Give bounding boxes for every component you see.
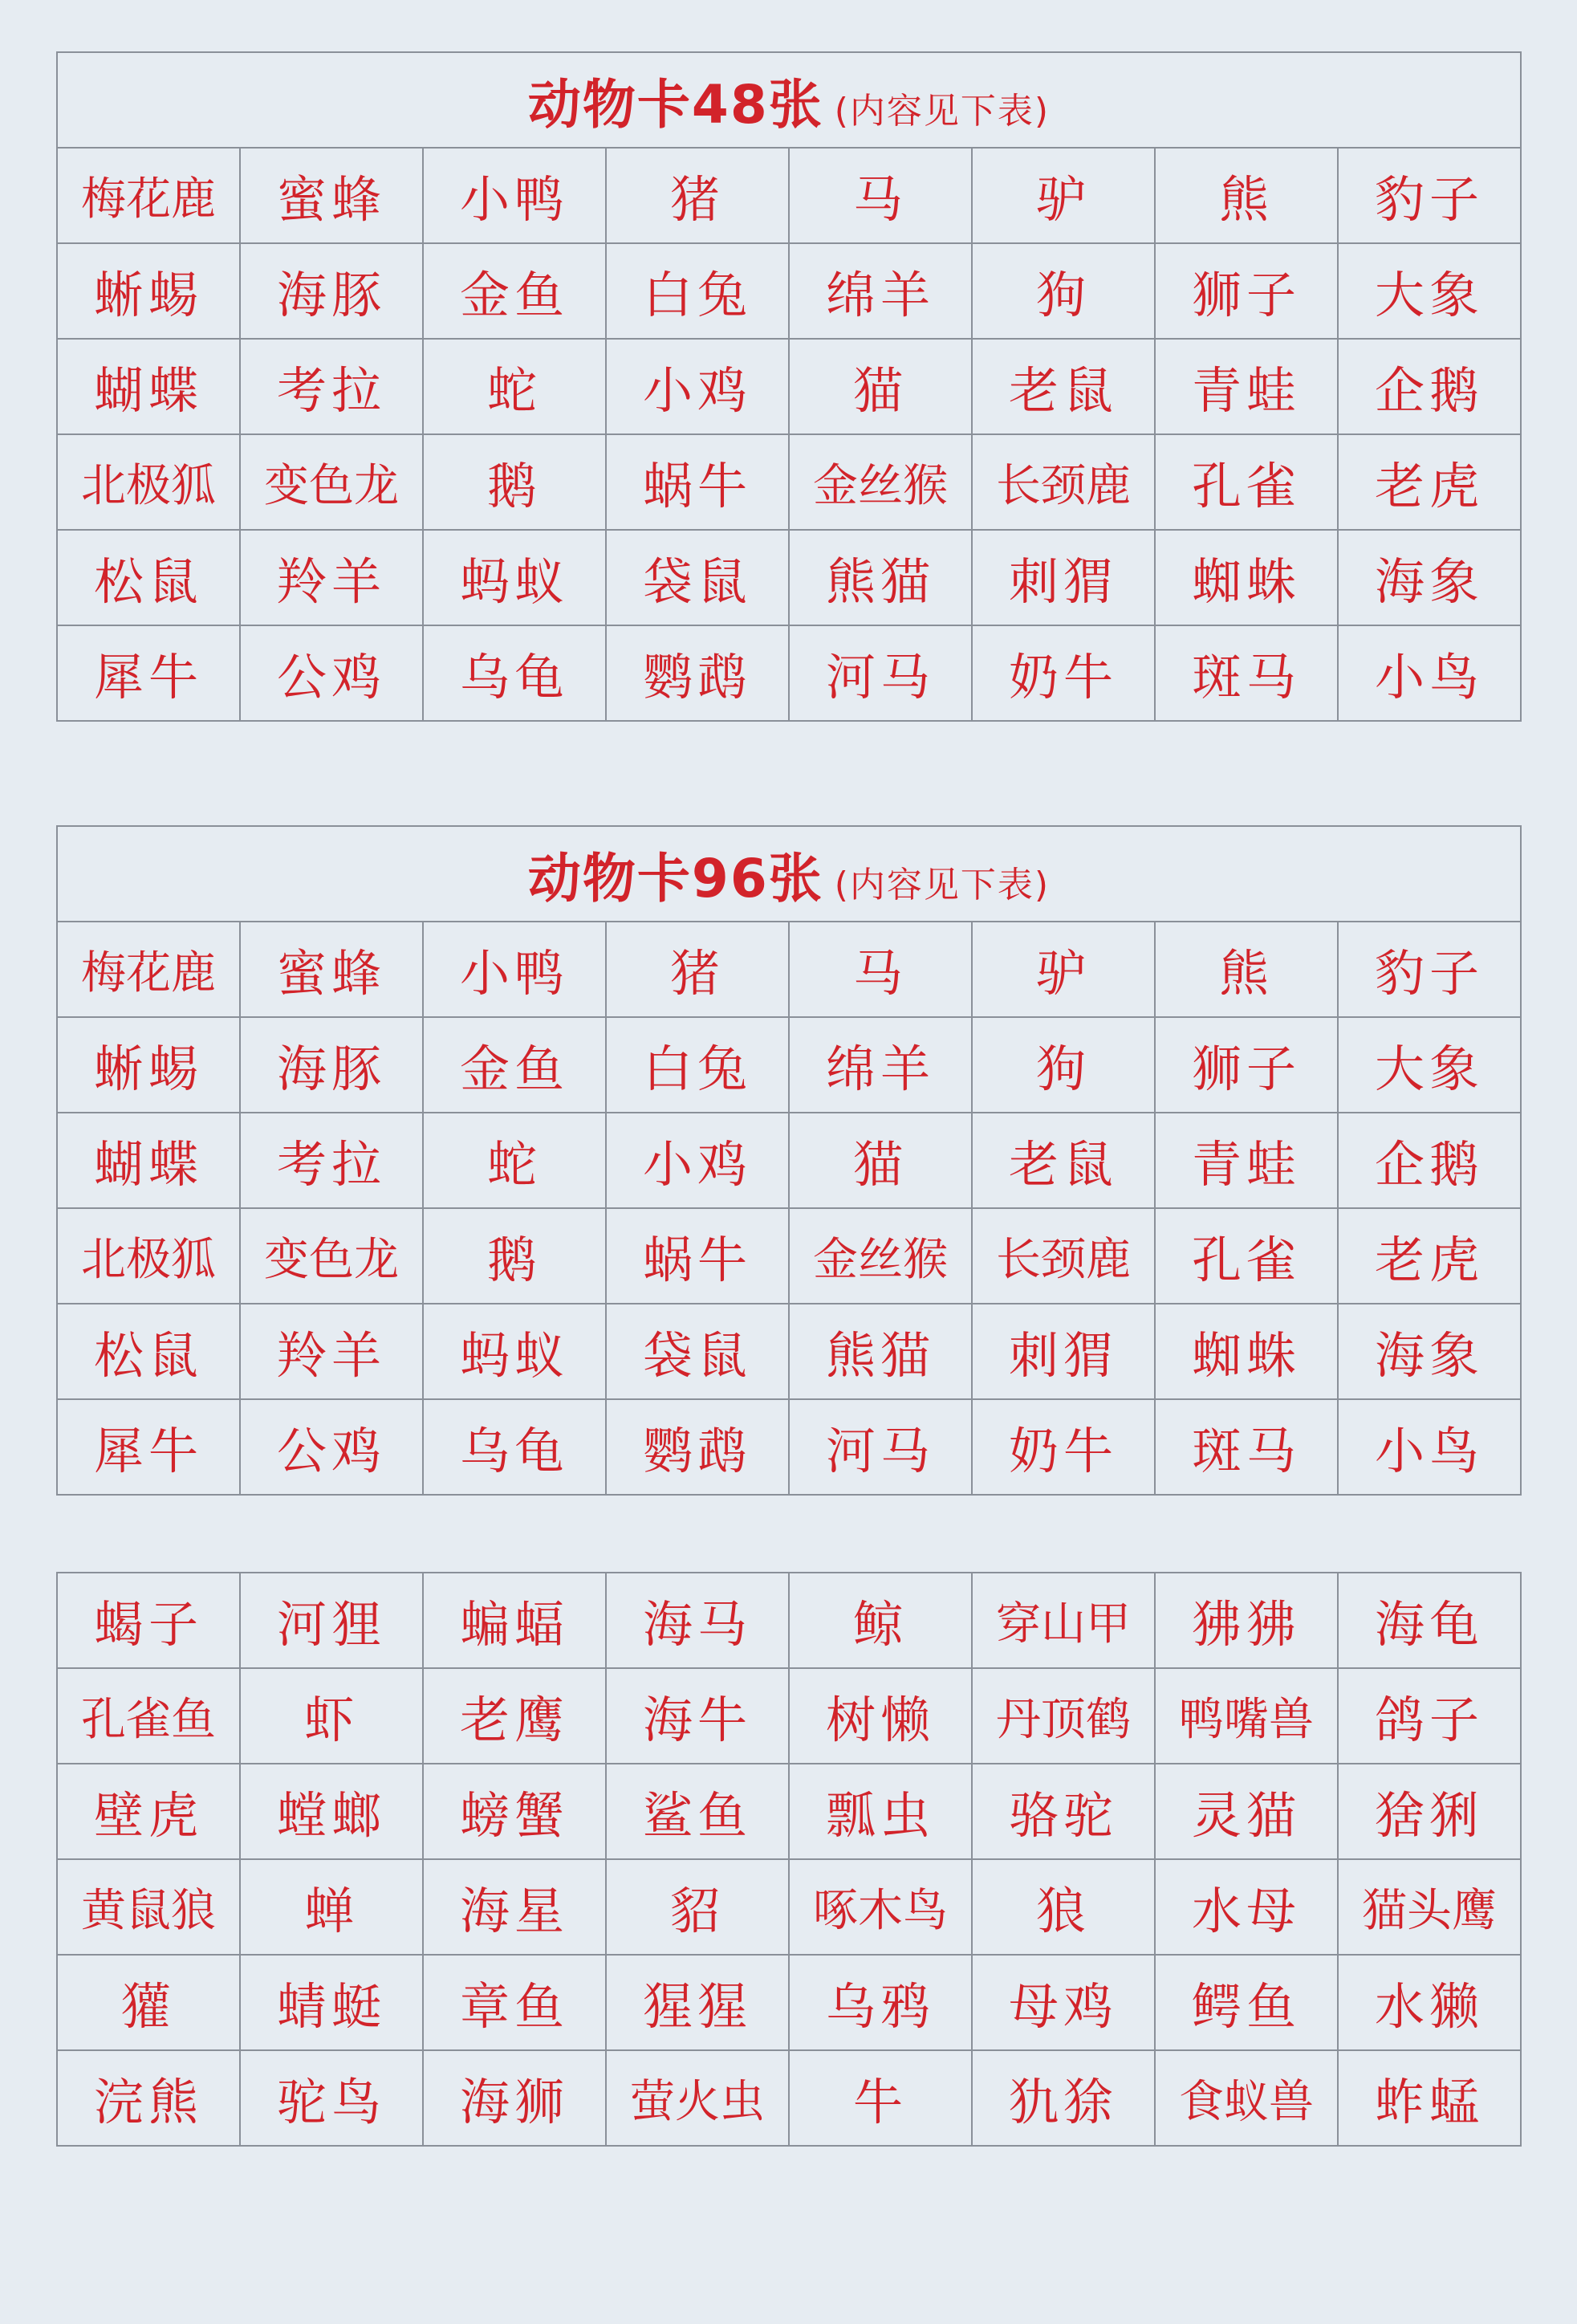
animal-cell: 公鸡 [240,1399,423,1495]
animal-cell: 金鱼 [423,243,606,339]
animal-cell: 斑马 [1155,625,1338,721]
animal-cell: 海星 [423,1859,606,1955]
animal-cell: 蝴蝶 [57,1113,240,1208]
animal-cell: 狮子 [1155,1017,1338,1113]
animal-cell: 狗 [972,1017,1155,1113]
animal-cell: 蜜蜂 [240,148,423,243]
animal-cell: 灵猫 [1155,1764,1338,1859]
animal-cell: 羚羊 [240,530,423,625]
animal-cell: 白兔 [606,1017,789,1113]
animal-cell: 虾 [240,1668,423,1764]
table-row [57,1304,1521,1399]
animal-cell: 北极狐 [57,1208,240,1304]
table-subtitle: (内容见下表) [834,865,1051,906]
animal-cell: 驴 [972,922,1155,1017]
animal-cell: 老鼠 [972,1113,1155,1208]
animal-cell: 变色龙 [240,1208,423,1304]
animal-cell: 蝴蝶 [57,339,240,434]
table-row [57,625,1521,721]
animal-cell: 海象 [1338,1304,1521,1399]
table-title: 动物卡96张 [527,848,823,910]
animal-cell: 鹅 [423,1208,606,1304]
table-title-cell [57,826,1521,922]
animal-cell: 猪 [606,148,789,243]
animal-cell: 海象 [1338,530,1521,625]
animal-card-48-table [56,51,1522,722]
animal-cell: 穿山甲 [972,1573,1155,1668]
animal-cell: 螃蟹 [423,1764,606,1859]
animal-cell: 鸽子 [1338,1668,1521,1764]
animal-cell: 母鸡 [972,1955,1155,2050]
animal-cell: 乌鸦 [789,1955,972,2050]
animal-cell: 豹子 [1338,148,1521,243]
animal-cell: 乌龟 [423,625,606,721]
animal-cell: 鸭嘴兽 [1155,1668,1338,1764]
animal-cell: 蛇 [423,1113,606,1208]
animal-cell: 蜥蜴 [57,1017,240,1113]
animal-cell: 蝎子 [57,1573,240,1668]
animal-cell: 北极狐 [57,434,240,530]
animal-cell: 猪 [606,922,789,1017]
animal-cell: 小鸡 [606,339,789,434]
animal-cell: 牛 [789,2050,972,2146]
animal-cell: 猫 [789,1113,972,1208]
animal-cell: 食蚁兽 [1155,2050,1338,2146]
animal-cell: 驴 [972,148,1155,243]
animal-cell: 河马 [789,1399,972,1495]
table-row [57,1764,1521,1859]
animal-cell: 白兔 [606,243,789,339]
animal-cell: 狮子 [1155,243,1338,339]
animal-cell: 蚂蚁 [423,530,606,625]
animal-cell: 松鼠 [57,1304,240,1399]
animal-cell: 绵羊 [789,243,972,339]
animal-cell: 蜗牛 [606,1208,789,1304]
animal-cell: 松鼠 [57,530,240,625]
animal-cell: 马 [789,148,972,243]
animal-cell: 乌龟 [423,1399,606,1495]
animal-cell: 狗 [972,243,1155,339]
animal-cell: 蜗牛 [606,434,789,530]
table-title: 动物卡48张 [527,74,823,136]
animal-cell: 海马 [606,1573,789,1668]
table-row [57,1113,1521,1208]
animal-cell: 海狮 [423,2050,606,2146]
animal-cell: 刺猬 [972,1304,1155,1399]
animal-cell: 奶牛 [972,625,1155,721]
animal-cell: 海豚 [240,243,423,339]
animal-cell: 海龟 [1338,1573,1521,1668]
animal-cell: 大象 [1338,243,1521,339]
animal-cell: 小鸭 [423,148,606,243]
animal-cell: 犰狳 [972,2050,1155,2146]
animal-cell: 鳄鱼 [1155,1955,1338,2050]
table-row [57,922,1521,1017]
animal-cell: 蜘蛛 [1155,530,1338,625]
animal-cell: 刺猬 [972,530,1155,625]
animal-cell: 老鹰 [423,1668,606,1764]
animal-cell: 狼 [972,1859,1155,1955]
animal-cell: 貂 [606,1859,789,1955]
animal-cell: 老鼠 [972,339,1155,434]
animal-cell: 长颈鹿 [972,1208,1155,1304]
animal-cell: 水母 [1155,1859,1338,1955]
animal-cell: 小鸡 [606,1113,789,1208]
table-row [57,1017,1521,1113]
animal-cell: 青蛙 [1155,339,1338,434]
animal-cell: 丹顶鹤 [972,1668,1155,1764]
animal-cell: 金丝猴 [789,1208,972,1304]
animal-cell: 壁虎 [57,1764,240,1859]
animal-cell: 金丝猴 [789,434,972,530]
table-subtitle: (内容见下表) [834,91,1051,132]
animal-cell: 熊猫 [789,1304,972,1399]
animal-cell: 河狸 [240,1573,423,1668]
table-row [57,1955,1521,2050]
animal-cell: 梅花鹿 [57,148,240,243]
animal-cell: 奶牛 [972,1399,1155,1495]
animal-cell: 豹子 [1338,922,1521,1017]
animal-cell: 袋鼠 [606,530,789,625]
animal-cell: 蜥蜴 [57,243,240,339]
animal-cell: 梅花鹿 [57,922,240,1017]
animal-cell: 青蛙 [1155,1113,1338,1208]
table-row [57,530,1521,625]
animal-cell: 海豚 [240,1017,423,1113]
animal-cell: 犀牛 [57,1399,240,1495]
animal-cell: 蚱蜢 [1338,2050,1521,2146]
animal-cell: 孔雀 [1155,1208,1338,1304]
animal-cell: 羚羊 [240,1304,423,1399]
animal-cell: 考拉 [240,339,423,434]
animal-cell: 企鹅 [1338,1113,1521,1208]
animal-cell: 大象 [1338,1017,1521,1113]
table-title-cell [57,52,1521,148]
animal-cell: 蛇 [423,339,606,434]
animal-cell: 犀牛 [57,625,240,721]
table-row [57,1208,1521,1304]
animal-cell: 蝉 [240,1859,423,1955]
animal-cell: 小鸟 [1338,625,1521,721]
animal-cell: 袋鼠 [606,1304,789,1399]
table-row [57,1859,1521,1955]
animal-card-96-extra-table [56,1572,1522,2147]
animal-cell: 章鱼 [423,1955,606,2050]
animal-cell: 猞猁 [1338,1764,1521,1859]
animal-cell: 蜘蛛 [1155,1304,1338,1399]
animal-cell: 金鱼 [423,1017,606,1113]
animal-cell: 长颈鹿 [972,434,1155,530]
table-row [57,339,1521,434]
animal-cell: 企鹅 [1338,339,1521,434]
animal-cell: 鲨鱼 [606,1764,789,1859]
animal-cell: 骆驼 [972,1764,1155,1859]
animal-cell: 小鸭 [423,922,606,1017]
animal-cell: 小鸟 [1338,1399,1521,1495]
animal-cell: 变色龙 [240,434,423,530]
animal-cell: 树懒 [789,1668,972,1764]
animal-cell: 绵羊 [789,1017,972,1113]
table-row [57,1668,1521,1764]
animal-cell: 老虎 [1338,1208,1521,1304]
animal-cell: 狒狒 [1155,1573,1338,1668]
animal-cell: 蚂蚁 [423,1304,606,1399]
animal-cell: 浣熊 [57,2050,240,2146]
animal-cell: 啄木鸟 [789,1859,972,1955]
animal-cell: 萤火虫 [606,2050,789,2146]
animal-cell: 獾 [57,1955,240,2050]
animal-cell: 猫 [789,339,972,434]
animal-cell: 瓢虫 [789,1764,972,1859]
animal-cell: 鹦鹉 [606,625,789,721]
animal-cell: 公鸡 [240,625,423,721]
animal-cell: 螳螂 [240,1764,423,1859]
animal-cell: 考拉 [240,1113,423,1208]
table-row [57,1399,1521,1495]
table-row [57,2050,1521,2146]
table-row [57,1573,1521,1668]
animal-cell: 驼鸟 [240,2050,423,2146]
animal-cell: 熊猫 [789,530,972,625]
animal-cell: 孔雀 [1155,434,1338,530]
animal-cell: 熊 [1155,148,1338,243]
animal-cell: 蝙蝠 [423,1573,606,1668]
animal-cell: 鲸 [789,1573,972,1668]
animal-cell: 海牛 [606,1668,789,1764]
animal-cell: 蜜蜂 [240,922,423,1017]
table-row [57,243,1521,339]
animal-cell: 猫头鹰 [1338,1859,1521,1955]
animal-cell: 猩猩 [606,1955,789,2050]
animal-cell: 鹦鹉 [606,1399,789,1495]
animal-cell: 孔雀鱼 [57,1668,240,1764]
animal-cell: 黄鼠狼 [57,1859,240,1955]
animal-cell: 鹅 [423,434,606,530]
animal-cell: 熊 [1155,922,1338,1017]
animal-card-96-table [56,825,1522,1496]
table-row [57,434,1521,530]
animal-cell: 老虎 [1338,434,1521,530]
animal-cell: 蜻蜓 [240,1955,423,2050]
animal-cell: 马 [789,922,972,1017]
table-row [57,148,1521,243]
animal-cell: 河马 [789,625,972,721]
animal-cell: 斑马 [1155,1399,1338,1495]
animal-cell: 水獭 [1338,1955,1521,2050]
